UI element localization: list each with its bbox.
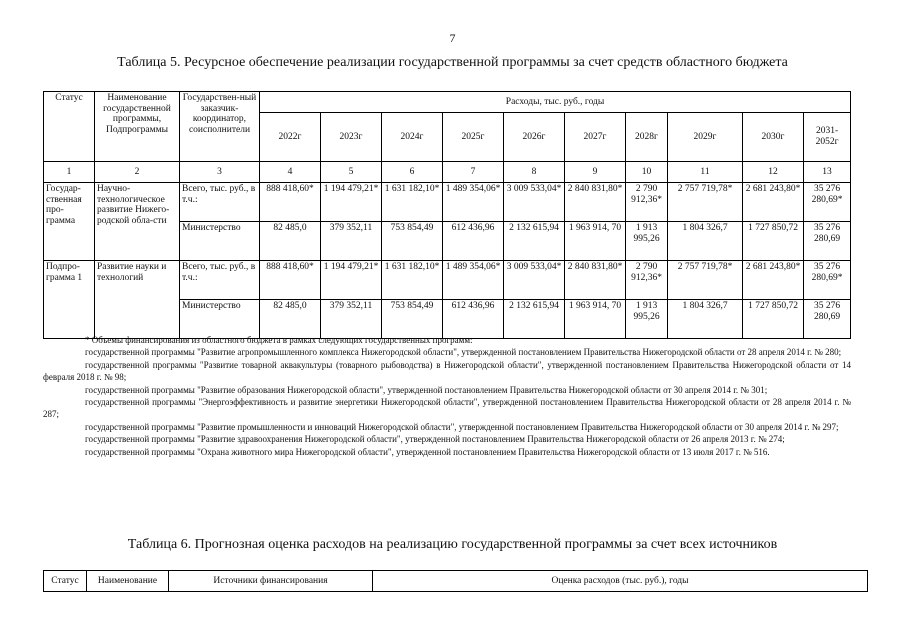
value-cell: 1 631 182,10* bbox=[382, 261, 443, 300]
table6-title: Таблица 6. Прогнозная оценка расходов на реализацию государственной программы за счет всех источников bbox=[127, 537, 778, 552]
value-cell: 2 790 912,36* bbox=[626, 261, 668, 300]
row-label: Всего, тыс. руб., в т.ч.: bbox=[180, 261, 260, 300]
value-cell: 2 132 615,94 bbox=[504, 222, 565, 261]
value-cell: 1 804 326,7 bbox=[668, 300, 743, 339]
table6 bbox=[43, 570, 868, 592]
column-number: 9 bbox=[565, 162, 626, 183]
row-label: Министерство bbox=[180, 222, 260, 261]
value-cell: 3 009 533,04* bbox=[504, 261, 565, 300]
column-number: 3 bbox=[180, 162, 260, 183]
page-number: 7 bbox=[449, 31, 456, 45]
column-number: 11 bbox=[668, 162, 743, 183]
column-number: 7 bbox=[443, 162, 504, 183]
footnote: государственной программы "Развитие образования Нижегородской области", утвержденной постановлением Правительства Нижегородской области от 30 апреля 2014 г. № 301; bbox=[85, 384, 768, 395]
row-status: Подпро-грамма 1 bbox=[44, 261, 95, 339]
header-customer: Государствен-ный заказчик-координатор, соисполнители bbox=[180, 92, 260, 162]
footnote: государственной программы "Развитие здравоохранения Нижегородской области", утвержденной постановлением Правительства Нижегородской области от 26 апреля 2013 г. № 274; bbox=[85, 434, 785, 445]
header-year: 2024г bbox=[382, 113, 443, 162]
value-cell: 1 963 914, 70 bbox=[565, 222, 626, 261]
value-cell: 753 854,49 bbox=[382, 222, 443, 261]
header-year: 2027г bbox=[565, 113, 626, 162]
t6-header-estimate: Оценка расходов (тыс. руб.), годы bbox=[373, 571, 868, 592]
value-cell: 2 790 912,36* bbox=[626, 183, 668, 222]
value-cell: 2 681 243,80* bbox=[743, 183, 804, 222]
value-cell: 35 276 280,69* bbox=[804, 183, 851, 222]
value-cell: 379 352,11 bbox=[321, 300, 382, 339]
column-number: 2 bbox=[95, 162, 180, 183]
value-cell: 1 727 850,72 bbox=[743, 300, 804, 339]
table-row bbox=[44, 183, 851, 222]
value-cell: 1 804 326,7 bbox=[668, 222, 743, 261]
value-cell: 1 631 182,10* bbox=[382, 183, 443, 222]
table-row bbox=[44, 261, 851, 300]
column-number: 4 bbox=[260, 162, 321, 183]
row-label: Всего, тыс. руб., в т.ч.: bbox=[180, 183, 260, 222]
value-cell: 2 132 615,94 bbox=[504, 300, 565, 339]
value-cell: 35 276 280,69 bbox=[804, 222, 851, 261]
header-name: Наименование государственной программы, Подпрограммы bbox=[95, 92, 180, 162]
value-cell: 1 727 850,72 bbox=[743, 222, 804, 261]
value-cell: 612 436,96 bbox=[443, 222, 504, 261]
header-year: 2030г bbox=[743, 113, 804, 162]
header-year: 2028г bbox=[626, 113, 668, 162]
value-cell: 82 485,0 bbox=[260, 300, 321, 339]
footnote: государственной программы "Развитие промышленности и инноваций Нижегородской области", утвержденной постановлением Правительства Нижегородской области от 30 апреля 2014 г. № 297; bbox=[85, 421, 839, 432]
column-number: 6 bbox=[382, 162, 443, 183]
value-cell: 2 840 831,80* bbox=[565, 261, 626, 300]
header-year: 2026г bbox=[504, 113, 565, 162]
header-year: 2031-2052г bbox=[804, 113, 851, 162]
value-cell: 753 854,49 bbox=[382, 300, 443, 339]
footnote: государственной программы "Развитие товарной аквакультуры (товарного рыбоводства) в Нижегородской области", утвержденной постановлением Правительства Нижегородской области от 14 февраля 2018 г. № 98; bbox=[43, 359, 851, 383]
value-cell: 1 489 354,06* bbox=[443, 261, 504, 300]
column-number: 12 bbox=[743, 162, 804, 183]
column-number: 8 bbox=[504, 162, 565, 183]
footnotes bbox=[43, 334, 851, 458]
value-cell: 2 757 719,78* bbox=[668, 261, 743, 300]
table5 bbox=[43, 91, 851, 339]
row-name: Развитие науки и технологий bbox=[95, 261, 180, 339]
column-number: 10 bbox=[626, 162, 668, 183]
row-label: Министерство bbox=[180, 300, 260, 339]
footnote: государственной программы "Энергоэффективность и развитие энергетики Нижегородской области", утвержденной постановлением Правительства Нижегородской области от 28 апреля 2014 г. № 287; bbox=[43, 397, 851, 420]
t6-header-status: Статус bbox=[44, 571, 87, 592]
value-cell: 888 418,60* bbox=[260, 183, 321, 222]
footnote: * Объемы финансирования из областного бюджета в рамках следующих государственных программ: bbox=[85, 335, 473, 345]
value-cell: 1 913 995,26 bbox=[626, 300, 668, 339]
value-cell: 35 276 280,69* bbox=[804, 261, 851, 300]
t6-header-sources: Источники финансирования bbox=[169, 571, 373, 592]
header-year: 2023г bbox=[321, 113, 382, 162]
value-cell: 379 352,11 bbox=[321, 222, 382, 261]
value-cell: 1 194 479,21* bbox=[321, 261, 382, 300]
value-cell: 888 418,60* bbox=[260, 261, 321, 300]
header-year: 2029г bbox=[668, 113, 743, 162]
value-cell: 35 276 280,69 bbox=[804, 300, 851, 339]
column-number: 5 bbox=[321, 162, 382, 183]
value-cell: 2 757 719,78* bbox=[668, 183, 743, 222]
value-cell: 1 489 354,06* bbox=[443, 183, 504, 222]
table5-title: Таблица 5. Ресурсное обеспечение реализации государственной программы за счет средств областного бюджета bbox=[117, 55, 788, 70]
column-number: 13 bbox=[804, 162, 851, 183]
value-cell: 82 485,0 bbox=[260, 222, 321, 261]
header-year: 2025г bbox=[443, 113, 504, 162]
value-cell: 3 009 533,04* bbox=[504, 183, 565, 222]
value-cell: 2 840 831,80* bbox=[565, 183, 626, 222]
column-number: 1 bbox=[44, 162, 95, 183]
header-year: 2022г bbox=[260, 113, 321, 162]
t6-header-name: Наименование bbox=[87, 571, 169, 592]
value-cell: 1 913 995,26 bbox=[626, 222, 668, 261]
value-cell: 2 681 243,80* bbox=[743, 261, 804, 300]
footnote: государственной программы "Охрана животного мира Нижегородской области", утвержденной постановлением Правительства Нижегородской области от 13 июля 2017 г. № 516. bbox=[85, 446, 770, 457]
value-cell: 1 194 479,21* bbox=[321, 183, 382, 222]
value-cell: 1 963 914, 70 bbox=[565, 300, 626, 339]
footnote: государственной программы "Развитие агропромышленного комплекса Нижегородской области", утвержденной постановлением Правительства Нижегородской области от 28 апреля 2014 г. № 280; bbox=[85, 347, 842, 358]
header-expenses: Расходы, тыс. руб., годы bbox=[260, 92, 851, 113]
value-cell: 612 436,96 bbox=[443, 300, 504, 339]
header-status: Статус bbox=[44, 92, 95, 162]
row-name: Научно-технологическое развитие Нижего-родской обла-сти bbox=[95, 183, 180, 261]
row-status: Государ-ственная про-грамма bbox=[44, 183, 95, 261]
